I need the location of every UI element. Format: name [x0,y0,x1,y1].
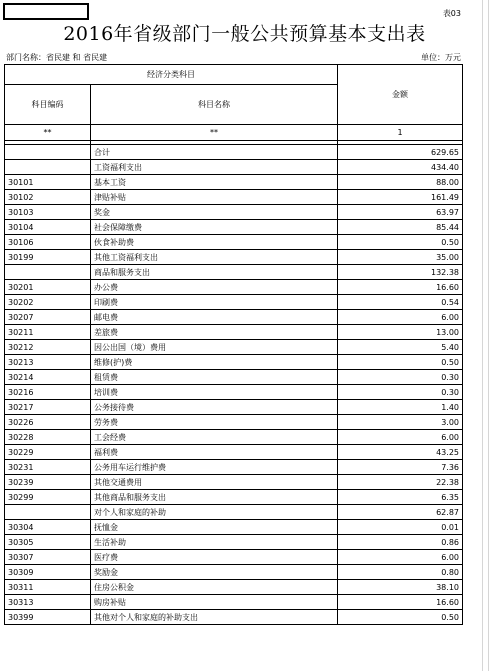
row-name: 购房补贴 [91,595,338,610]
table-row [5,610,463,625]
row-code: 30102 [5,190,91,205]
row-amount: 0.80 [338,565,463,580]
row-code: 30228 [5,430,91,445]
row-code: 30304 [5,520,91,535]
table-row [5,280,463,295]
row-name: 公务用车运行维护费 [91,460,338,475]
row-amount: 0.01 [338,520,463,535]
row-code [5,160,91,175]
form-number: 表03 [442,9,461,18]
row-code: 30103 [5,205,91,220]
row-name: 邮电费 [91,310,338,325]
table-row [5,145,463,160]
row-code [5,505,91,520]
row-code: 30101 [5,175,91,190]
row-code: 30307 [5,550,91,565]
row-name: 其他商品和服务支出 [91,490,338,505]
row-amount: 38.10 [338,580,463,595]
row-code: 30201 [5,280,91,295]
row-amount: 43.25 [338,445,463,460]
row-name: 津贴补贴 [91,190,338,205]
row-amount: 63.97 [338,205,463,220]
selected-cell[interactable] [3,3,89,20]
table-row [5,295,463,310]
table-row [5,460,463,475]
row-amount: 85.44 [338,220,463,235]
row-code: 30216 [5,385,91,400]
table-row [5,565,463,580]
row-amount: 1.40 [338,400,463,415]
row-code: 30214 [5,370,91,385]
row-amount: 0.50 [338,235,463,250]
row-name: 抚恤金 [91,520,338,535]
row-amount: 6.35 [338,490,463,505]
row-amount: 0.50 [338,610,463,625]
table-row [5,430,463,445]
table-row [5,490,463,505]
row-amount: 6.00 [338,430,463,445]
row-code: 30199 [5,250,91,265]
header-amount: 金额 [338,65,463,125]
row-code: 30231 [5,460,91,475]
row-amount: 62.87 [338,505,463,520]
row-amount: 16.60 [338,595,463,610]
row-name: 其他工资福利支出 [91,250,338,265]
row-amount: 6.00 [338,310,463,325]
row-amount: 5.40 [338,340,463,355]
row-name: 其他交通费用 [91,475,338,490]
row-name: 奖励金 [91,565,338,580]
row-code: 30399 [5,610,91,625]
unit-label: 单位：万元 [421,53,461,62]
table-row [5,325,463,340]
table-row [5,235,463,250]
table-row [5,385,463,400]
row-code: 30213 [5,355,91,370]
row-amount: 161.49 [338,190,463,205]
page-title: 2016年省级部门一般公共预算基本支出表 [63,23,426,45]
row-name: 因公出国（境）费用 [91,340,338,355]
table-row [5,190,463,205]
table-row [5,265,463,280]
table-row [5,415,463,430]
row-amount: 0.54 [338,295,463,310]
row-amount: 22.38 [338,475,463,490]
table-row [5,370,463,385]
row-name: 其他对个人和家庭的补助支出 [91,610,338,625]
table-row [5,310,463,325]
row-code: 30106 [5,235,91,250]
row-name: 公务接待费 [91,400,338,415]
row-name: 基本工资 [91,175,338,190]
row-amount: 0.30 [338,370,463,385]
row-name: 伙食补助费 [91,235,338,250]
table-row [5,250,463,265]
header-name: 科目名称 [91,85,338,125]
row-code: 30217 [5,400,91,415]
marker-row [5,125,463,141]
row-amount: 13.00 [338,325,463,340]
row-amount: 434.40 [338,160,463,175]
row-name: 办公费 [91,280,338,295]
table-row [5,520,463,535]
row-name: 合计 [91,145,338,160]
row-code: 30299 [5,490,91,505]
header-code: 科目编码 [5,85,91,125]
row-amount: 6.00 [338,550,463,565]
row-amount: 0.86 [338,535,463,550]
row-amount: 88.00 [338,175,463,190]
row-amount: 3.00 [338,415,463,430]
row-name: 住房公积金 [91,580,338,595]
row-name: 工资福利支出 [91,160,338,175]
row-code: 30104 [5,220,91,235]
table-row [5,340,463,355]
row-name: 印刷费 [91,295,338,310]
row-code: 30211 [5,325,91,340]
table-row [5,505,463,520]
row-amount: 7.36 [338,460,463,475]
row-name: 医疗费 [91,550,338,565]
header-econ-class: 经济分类科目 [5,65,338,85]
row-code: 30311 [5,580,91,595]
table-row [5,160,463,175]
row-code: 30313 [5,595,91,610]
row-code: 30212 [5,340,91,355]
table-row [5,475,463,490]
table-row [5,220,463,235]
row-amount: 132.38 [338,265,463,280]
header-row [5,65,463,85]
table-row [5,535,463,550]
row-amount: 35.00 [338,250,463,265]
table-row [5,175,463,190]
table-row [5,355,463,370]
row-name: 商品和服务支出 [91,265,338,280]
row-name: 培训费 [91,385,338,400]
row-name: 差旅费 [91,325,338,340]
row-code [5,265,91,280]
row-amount: 16.60 [338,280,463,295]
row-code: 30226 [5,415,91,430]
marker-cell: ** [5,125,91,141]
budget-table [4,64,463,625]
department-label: 部门名称：省民建 和 省民建 [6,53,108,62]
row-code: 30239 [5,475,91,490]
row-code: 30305 [5,535,91,550]
table-row [5,595,463,610]
table-row [5,580,463,595]
row-name: 生活补助 [91,535,338,550]
row-amount: 629.65 [338,145,463,160]
row-code: 30202 [5,295,91,310]
row-name: 工会经费 [91,430,338,445]
table-row [5,400,463,415]
table-row [5,550,463,565]
row-code: 30229 [5,445,91,460]
row-name: 福利费 [91,445,338,460]
row-amount: 0.30 [338,385,463,400]
row-name: 奖金 [91,205,338,220]
table-row [5,445,463,460]
row-name: 租赁费 [91,370,338,385]
table-body [5,145,463,625]
row-code: 30309 [5,565,91,580]
row-name: 维修(护)费 [91,355,338,370]
sheet-gridline [482,0,483,671]
row-amount: 0.50 [338,355,463,370]
marker-cell: ** [91,125,338,141]
row-code [5,145,91,160]
row-name: 劳务费 [91,415,338,430]
row-name: 社会保障缴费 [91,220,338,235]
table-row [5,205,463,220]
row-code: 30207 [5,310,91,325]
row-name: 对个人和家庭的补助 [91,505,338,520]
marker-cell: 1 [338,125,463,141]
